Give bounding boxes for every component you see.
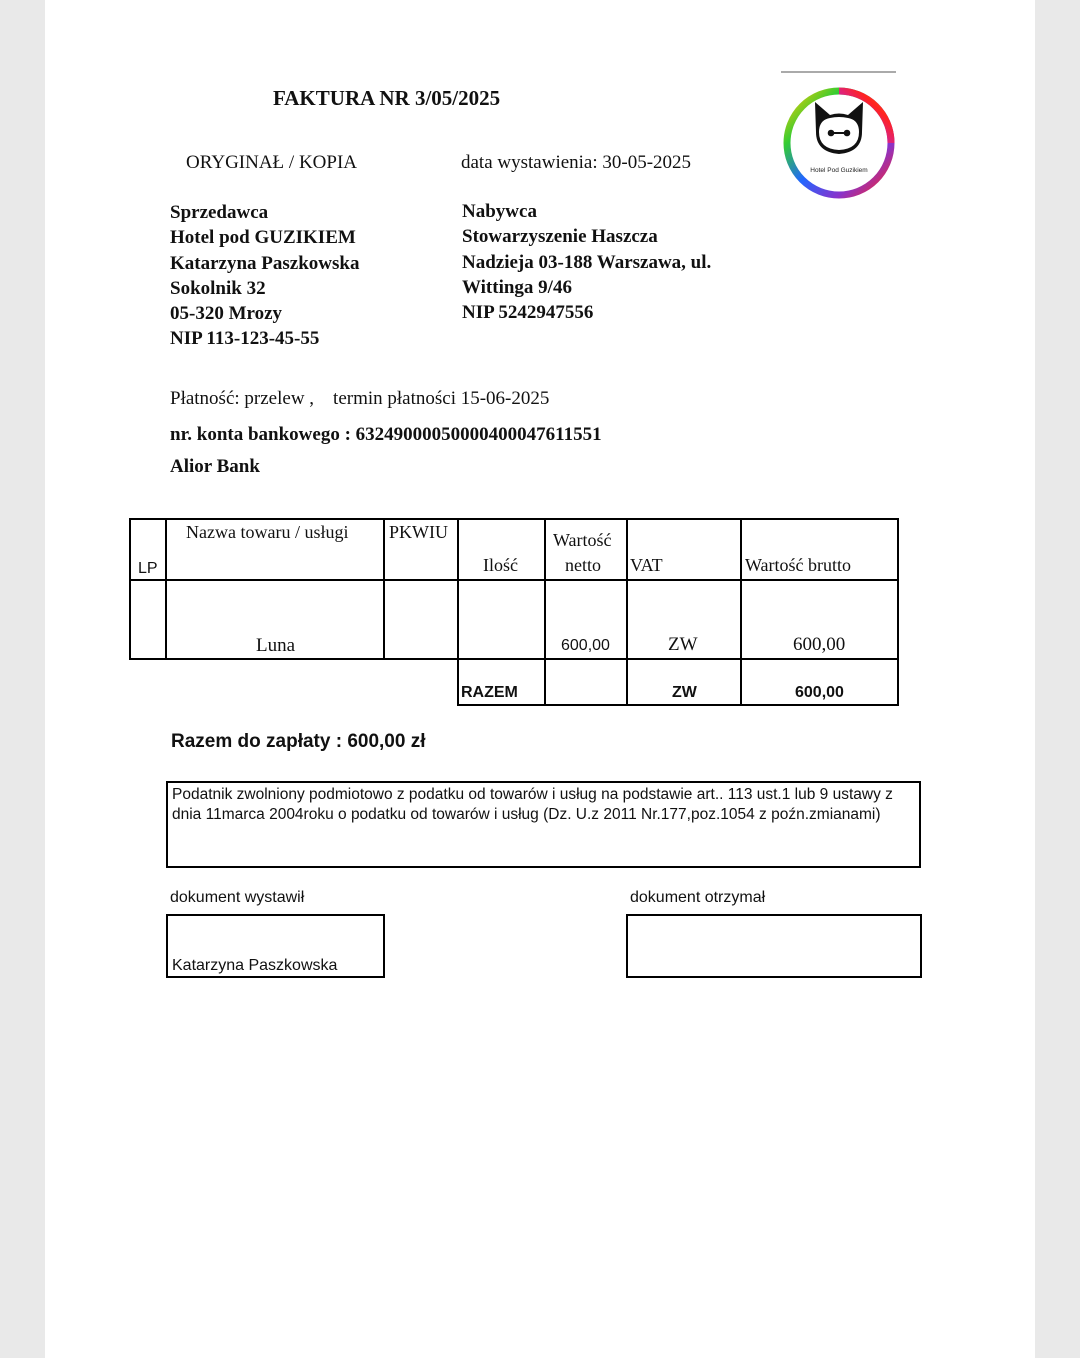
total-gross: 600,00 [795,684,844,701]
table-line [740,518,742,706]
buyer-nip: NIP 5242947556 [462,302,594,324]
buyer-address-line1: Nadzieja 03-188 Warszawa, ul. [462,251,712,273]
copy-type: ORYGINAŁ / KOPIA [186,152,357,173]
bank-name: Alior Bank [170,456,260,477]
header-gross: Wartość brutto [745,555,852,575]
tax-exemption-note: Podatnik zwolniony podmiotowo z podatku od towarów i usług na podstawie art.. 113 ust.1 lub 9 ustawy z dnia 11marca 2004roku o podatku od towarów i usług (Dz. U.z 2011 Nr.177,poz.1054 z poźn.zmianami) [166,781,921,868]
row-name: Luna [256,635,296,656]
seller-city: 05-320 Mrozy [170,303,283,325]
seller-street: Sokolnik 32 [170,277,266,299]
buyer-address-line2: Wittinga 9/46 [462,276,572,298]
invoice-title: FAKTURA NR 3/05/2025 [273,86,501,110]
receiver-label: dokument otrzymał [630,889,766,906]
header-net-line2: netto [565,555,601,575]
table-line [129,518,899,520]
header-name: Nazwa towaru / usługi [186,522,349,542]
issuer-signature-box [166,914,385,978]
header-lp: LP [138,560,158,577]
issue-date: data wystawienia: 30-05-2025 [461,152,692,173]
total-vat: ZW [672,684,697,701]
invoice-page [45,0,1035,1358]
seller-name: Hotel pod GUZIKIEM [170,227,356,249]
table-line [129,518,131,660]
table-line [129,658,899,660]
header-qty: Ilość [483,555,518,575]
row-net: 600,00 [561,637,610,654]
header-vat: VAT [630,555,663,575]
issuer-name: Katarzyna Paszkowska [172,957,338,974]
amount-due: Razem do zapłaty : 600,00 zł [171,731,426,752]
table-line [544,518,546,706]
table-line [457,704,899,706]
table-line [383,518,385,660]
buyer-heading: Nabywca [462,201,537,222]
logo-text: Hotel Pod Guzikiem [810,167,868,174]
seller-owner: Katarzyna Paszkowska [170,252,360,274]
buyer-name: Stowarzyszenie Haszcza [462,226,658,248]
seller-heading: Sprzedawca [170,202,269,223]
buyer-block [462,199,711,325]
header-net-line1: Wartość [553,530,612,550]
cat-face-icon [815,102,863,154]
table-line [129,579,899,581]
issuer-label: dokument wystawił [170,889,305,906]
receiver-signature-box [626,914,922,978]
header-pkwiu: PKWIU [389,522,448,542]
seller-block [170,200,359,352]
table-line [626,518,628,706]
table-line [457,518,459,706]
table-line [897,518,899,706]
row-gross: 600,00 [793,634,846,655]
payment-terms: Płatność: przelew , termin płatności 15-06-2025 [170,388,550,409]
seller-nip: NIP 113-123-45-55 [170,328,320,350]
bank-account: nr. konta bankowego : 63249000050000400047611551 [170,424,602,445]
total-label: RAZEM [461,684,518,701]
row-vat: ZW [668,634,698,655]
table-line [165,518,167,660]
hotel-logo [780,70,897,202]
